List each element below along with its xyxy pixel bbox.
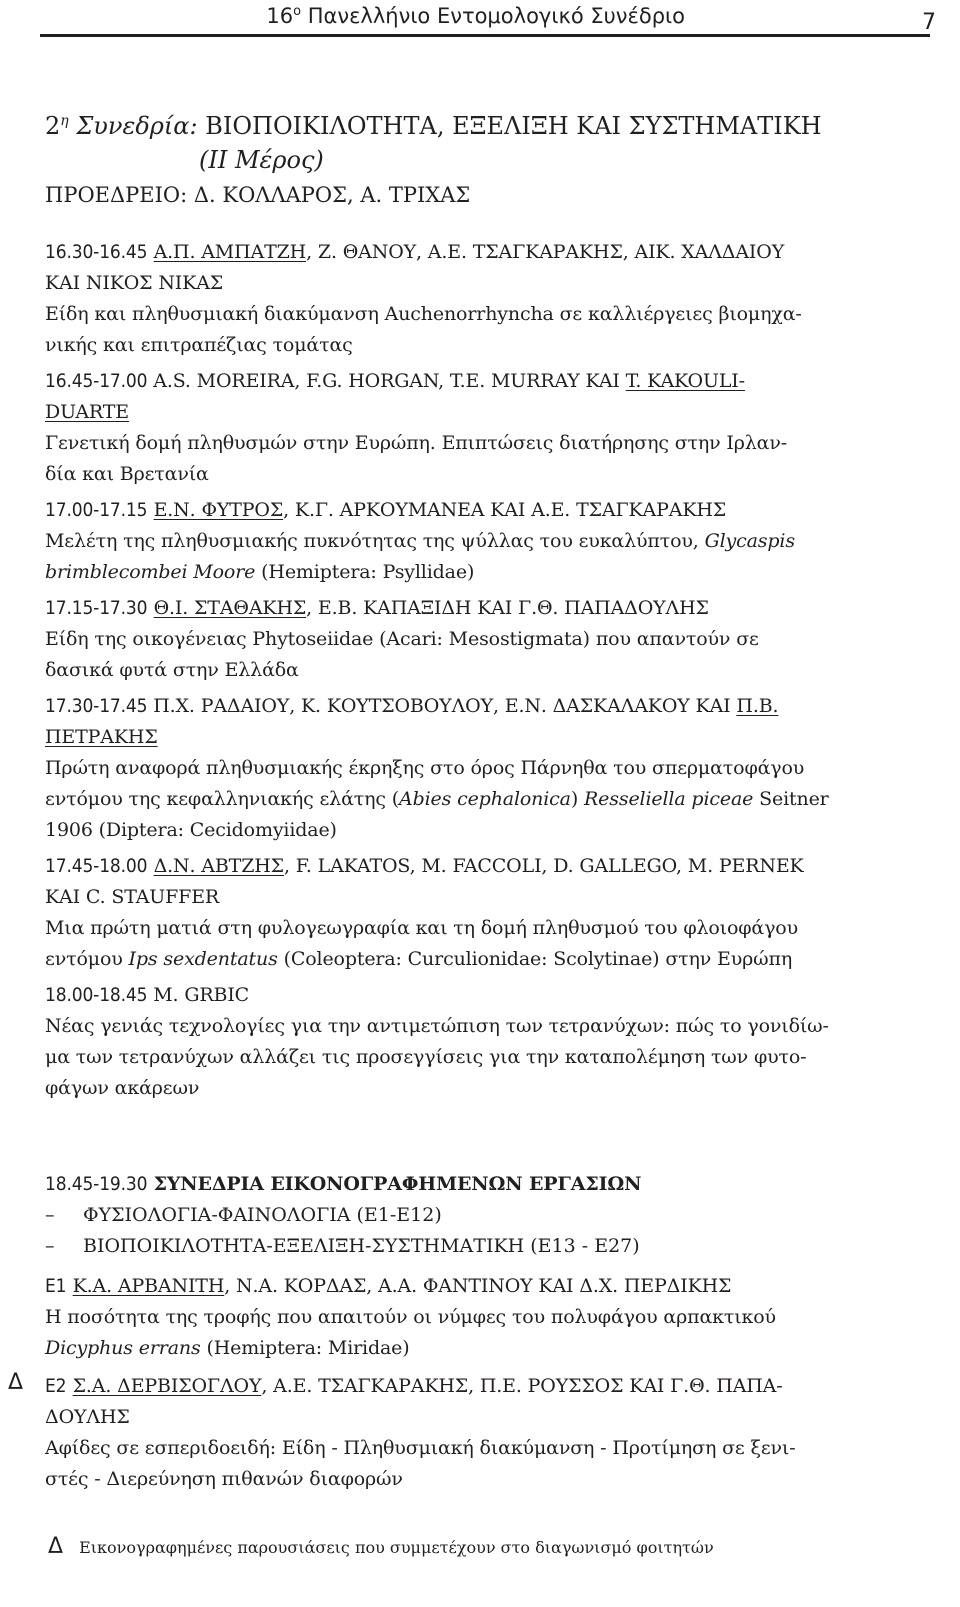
talk-title-text: (Hemiptera: Psyllidae) — [255, 561, 475, 583]
poster-item — [45, 1270, 910, 1364]
talk-presenter: Π.Β. — [736, 695, 779, 717]
session-heading — [45, 104, 822, 177]
talk-title-cont: φάγων ακάρεων — [45, 1077, 200, 1099]
talk-list — [45, 236, 910, 1108]
species-name: Abies cephalonica — [399, 788, 571, 810]
conference-ordinal-sup: ο — [293, 4, 302, 19]
talk-title — [45, 526, 910, 557]
session-topic: ΒΙΟΠΟΙΚΙΛΟΤΗΤΑ, ΕΞΕΛΙΞΗ ΚΑΙ ΣΥΣΤΗΜΑΤΙΚΗ — [205, 112, 822, 140]
poster-topic — [45, 1200, 910, 1231]
talk-time: 17.30-17.45 — [45, 695, 148, 717]
poster-session-title: ΣΥΝΕΔΡΙΑ ΕΙΚΟΝΟΓΡΑΦΗΜΕΝΩΝ ΕΡΓΑΣΙΩΝ — [153, 1173, 642, 1195]
talk-title: Μια πρώτη ματιά στη φυλογεωγραφία και τη δομή πληθυσμού του φλοιοφάγου — [45, 917, 798, 939]
talk-presenter: T. KAKOULI- — [625, 370, 745, 392]
talk-authors: , Ζ. ΘΑΝΟΥ, Α.Ε. ΤΣΑΓΚΑΡΑΚΗΣ, ΑΙΚ. ΧΑΛΔΑΙΟΥ — [306, 241, 785, 263]
footnote-text: Εικονογραφημένες παρουσιάσεις που συμμετέχουν στο διαγωνισμό φοιτητών — [79, 1538, 714, 1557]
talk-presenter-cont: ΠΕΤΡΑΚΗΣ — [45, 726, 158, 748]
talk-title-text: εντόμου — [45, 948, 129, 970]
poster-title-cont — [45, 1333, 910, 1364]
talk-authors: M. GRBIC — [147, 984, 250, 1006]
talk-title: Πρώτη αναφορά πληθυσμιακής έκρηξης στο όρος Πάρνηθα του σπερματοφάγου — [45, 757, 805, 779]
talk-presenter: Α.Π. ΑΜΠΑΤΖΗ — [153, 241, 307, 263]
conference-name: Πανελλήνιο Εντομολογικό Συνέδριο — [301, 4, 685, 28]
poster-title: Αφίδες σε εσπεριδοειδή: Είδη - Πληθυσμιακή διακύμανση - Προτίμηση σε ξενι- — [45, 1437, 796, 1459]
talk-authors: , Κ.Γ. ΑΡΚΟΥΜΑΝΕΑ ΚΑΙ Α.Ε. ΤΣΑΓΚΑΡΑΚΗΣ — [283, 499, 727, 521]
talk-item — [45, 979, 910, 1104]
talk-authors: Π.Χ. ΡΑΔΑΙΟΥ, Κ. ΚΟΥΤΣΟΒΟΥΛΟΥ, Ε.Ν. ΔΑΣΚΑΛΑΚΟΥ ΚΑΙ — [147, 695, 737, 717]
talk-presenter-cont: DUARTE — [45, 401, 129, 423]
talk-title-text: Seitner — [753, 788, 829, 810]
talk-authors-cont: ΚΑΙ ΝΙΚΟΣ ΝΙΚΑΣ — [45, 272, 224, 294]
talk-title-cont — [45, 944, 910, 975]
poster-code: Ε1 — [45, 1275, 67, 1297]
poster-authors: , Ν.Α. ΚΟΡΔΑΣ, Α.Α. ΦΑΝΤΙΝΟΥ ΚΑΙ Δ.Χ. ΠΕΡΔΙΚΗΣ — [224, 1275, 732, 1297]
species-name: Ips sexdentatus — [128, 948, 278, 970]
conference-title — [266, 4, 685, 28]
talk-presenter: Ε.Ν. ΦΥΤΡΟΣ — [153, 499, 284, 521]
talk-time: 16.45-17.00 — [45, 370, 148, 392]
talk-title: Είδη της οικογένειας Phytoseiidae (Acari: Mesostigmata) που απαντούν σε — [45, 628, 759, 650]
talk-presenter: Θ.Ι. ΣΤΑΘΑΚΗΣ — [153, 597, 307, 619]
poster-authors: , Α.Ε. ΤΣΑΓΚΑΡΑΚΗΣ, Π.Ε. ΡΟΥΣΣΟΣ ΚΑΙ Γ.Θ. ΠΑΠΑ- — [261, 1375, 783, 1397]
talk-item — [45, 850, 910, 975]
talk-title-cont — [45, 557, 910, 588]
poster-presenter: Κ.Α. ΑΡΒΑΝΙΤΗ — [72, 1275, 225, 1297]
talk-authors: , F. LAKATOS, M. FACCOLI, D. GALLEGO, M. PERNEK — [283, 855, 804, 877]
talk-title-cont: δασικά φυτά στην Ελλάδα — [45, 659, 299, 681]
talk-time: 17.00-17.15 — [45, 499, 148, 521]
dash-bullet: – — [45, 1204, 55, 1226]
page-header — [40, 0, 930, 37]
species-name: brimblecombei Moore — [45, 561, 256, 583]
talk-presenter: Δ.Ν. ΑΒΤΖΗΣ — [153, 855, 284, 877]
talk-title-cont: 1906 (Diptera: Cecidomyiidae) — [45, 819, 337, 841]
talk-title-cont: νικής και επιτραπέζιας τομάτας — [45, 334, 353, 356]
poster-title-text: (Hemiptera: Miridae) — [200, 1337, 410, 1359]
talk-time: 17.45-18.00 — [45, 855, 148, 877]
talk-item — [45, 494, 910, 588]
session-part: (ΙΙ Μέρος) — [199, 146, 324, 174]
talk-authors: , Ε.Β. ΚΑΠΑΞΙΔΗ ΚΑΙ Γ.Θ. ΠΑΠΑΔΟΥΛΗΣ — [306, 597, 709, 619]
conference-number: 16 — [266, 4, 294, 28]
talk-title-cont: μα των τετρανύχων αλλάζει τις προσεγγίσεις για την καταπολέμηση των φυτο- — [45, 1046, 807, 1068]
talk-title-text: Μελέτη της πληθυσμιακής πυκνότητας της ψύλλας του ευκαλύπτου, — [45, 530, 705, 552]
poster-title: Η ποσότητα της τροφής που απαιτούν οι νύμφες του πολυφάγου αρπακτικού — [45, 1306, 776, 1328]
talk-item — [45, 236, 910, 361]
poster-authors-cont: ΔΟΥΛΗΣ — [45, 1406, 130, 1428]
session-ordinal-sup: η — [60, 113, 69, 129]
poster-session-time: 18.45-19.30 — [45, 1173, 148, 1195]
footnote — [48, 1534, 714, 1559]
poster-topic-label: ΦΥΣΙΟΛΟΓΙΑ-ΦΑΙΝΟΛΟΓΙΑ (Ε1-Ε12) — [83, 1204, 442, 1226]
talk-title-text: (Coleoptera: Curculionidae: Scolytinae) στην Ευρώπη — [277, 948, 793, 970]
species-name: Glycaspis — [704, 530, 795, 552]
page-number: 7 — [922, 10, 936, 35]
poster-session — [8, 1168, 910, 1499]
poster-topic — [45, 1231, 910, 1262]
session-number: 2 — [45, 112, 61, 140]
dash-bullet: – — [45, 1235, 55, 1257]
talk-item — [45, 365, 910, 490]
talk-title-cont: δία και Βρετανία — [45, 463, 209, 485]
poster-item — [8, 1370, 910, 1495]
talk-item — [45, 592, 910, 686]
student-competition-marker-icon: Δ — [8, 1370, 24, 1395]
poster-code: Ε2 — [45, 1375, 67, 1397]
talk-title-text: εντόμου της κεφαλληνιακής ελάτης ( — [45, 788, 399, 810]
talk-authors-cont: ΚΑΙ C. STAUFFER — [45, 886, 220, 908]
session-label: Συνεδρία: — [76, 112, 198, 140]
talk-item — [45, 690, 910, 846]
student-competition-marker-icon: Δ — [48, 1534, 64, 1559]
talk-time: 18.00-18.45 — [45, 984, 148, 1006]
talk-title: Γενετική δομή πληθυσμών στην Ευρώπη. Επιπτώσεις διατήρησης στην Ιρλαν- — [45, 432, 788, 454]
species-name: Dicyphus errans — [45, 1337, 201, 1359]
talk-authors: A.S. MOREIRA, F.G. HORGAN, T.E. MURRAY KAI — [147, 370, 626, 392]
talk-title-cont — [45, 784, 910, 815]
talk-time: 16.30-16.45 — [45, 241, 148, 263]
poster-title-cont: στές - Διερεύνηση πιθανών διαφορών — [45, 1468, 403, 1490]
poster-presenter: Σ.Α. ΔΕΡΒΙΣΟΓΛΟΥ — [72, 1375, 262, 1397]
talk-title: Είδη και πληθυσμιακή διακύμανση Auchenorrhyncha σε καλλιέργειες βιομηχα- — [45, 303, 802, 325]
talk-time: 17.15-17.30 — [45, 597, 148, 619]
talk-title-text: ) — [570, 788, 585, 810]
talk-title: Νέας γενιάς τεχνολογίες για την αντιμετώπιση των τετρανύχων: πώς το γονιδίω- — [45, 1015, 829, 1037]
species-name: Resseliella piceae — [584, 788, 754, 810]
poster-topic-label: ΒΙΟΠΟΙΚΙΛΟΤΗΤΑ-ΕΞΕΛΙΞΗ-ΣΥΣΤΗΜΑΤΙΚΗ (Ε13 - Ε27) — [83, 1235, 640, 1257]
presidium: ΠΡΟΕΔΡΕΙΟ: Δ. ΚΟΛΛΑΡΟΣ, Α. ΤΡΙΧΑΣ — [45, 183, 471, 207]
